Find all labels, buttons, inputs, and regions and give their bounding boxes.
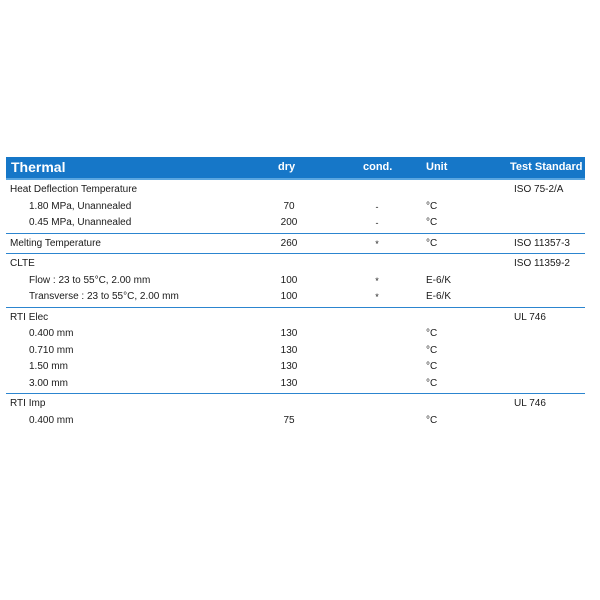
property-label: RTI Elec: [10, 311, 49, 323]
condition-label: 0.45 MPa, Unannealed: [29, 217, 132, 228]
thermal-table: [6, 157, 585, 430]
unit-value: °C: [426, 217, 438, 228]
group-rti-imp: [6, 394, 585, 430]
table-row: [6, 199, 585, 216]
dry-value: 70: [283, 200, 295, 212]
unit-value: °C: [426, 361, 438, 372]
group-clte: [6, 254, 585, 308]
condition-label: 1.80 MPa, Unannealed: [29, 200, 132, 212]
cond-value: *: [375, 238, 379, 249]
condition-label: 0.400 mm: [29, 328, 74, 339]
table-row: [6, 326, 585, 343]
property-label: Melting Temperature: [10, 237, 101, 249]
dry-value: 100: [280, 274, 298, 286]
col-header-dry: dry: [278, 161, 296, 173]
cond-value: -: [375, 218, 379, 228]
dry-value: 130: [280, 328, 298, 339]
condition-label: 3.00 mm: [29, 377, 68, 389]
table-row: [6, 215, 585, 232]
dry-value: 130: [280, 377, 298, 389]
dry-value: 130: [280, 344, 298, 356]
cond-value: *: [375, 275, 379, 286]
unit-value: °C: [426, 344, 438, 356]
dry-value: 200: [280, 217, 298, 228]
group-melting-temperature: [6, 234, 585, 255]
table-title: Thermal: [11, 159, 66, 175]
table-row: [6, 273, 585, 290]
condition-label: Transverse : 23 to 55°C, 2.00 mm: [29, 291, 179, 302]
dry-value: 130: [280, 361, 298, 372]
test-standard: ISO 11357-3: [514, 237, 570, 249]
dry-value: 75: [283, 414, 295, 426]
table-row: [6, 236, 585, 253]
table-header: [6, 157, 585, 180]
col-header-standard: Test Standard: [510, 161, 583, 173]
dry-value: 100: [280, 291, 298, 302]
cond-value: -: [375, 201, 379, 212]
condition-label: Flow : 23 to 55°C, 2.00 mm: [29, 274, 151, 286]
property-label: CLTE: [10, 258, 35, 269]
table-row: [6, 310, 585, 327]
cond-value: *: [375, 292, 379, 302]
dry-value: 260: [280, 237, 298, 249]
table-row: [6, 396, 585, 413]
condition-label: 1.50 mm: [29, 361, 68, 372]
table-row: [6, 289, 585, 306]
condition-label: 0.710 mm: [29, 344, 74, 356]
col-header-cond: cond.: [363, 161, 393, 173]
unit-value: °C: [426, 237, 438, 249]
unit-value: °C: [426, 414, 438, 426]
table-row: [6, 182, 585, 199]
table-row: [6, 359, 585, 376]
col-header-unit: Unit: [426, 161, 448, 173]
group-rti-elec: [6, 308, 585, 395]
property-label: Heat Deflection Temperature: [10, 184, 138, 195]
table-row: [6, 413, 585, 430]
unit-value: °C: [426, 377, 438, 389]
test-standard: ISO 75-2/A: [514, 184, 564, 195]
condition-label: 0.400 mm: [29, 414, 74, 426]
unit-value: E-6/K: [426, 274, 452, 286]
table-row: [6, 343, 585, 360]
group-heat-deflection: [6, 180, 585, 234]
test-standard: ISO 11359-2: [514, 258, 570, 269]
unit-value: E-6/K: [426, 291, 452, 302]
table-row: [6, 376, 585, 393]
test-standard: UL 746: [514, 311, 546, 323]
unit-value: °C: [426, 328, 438, 339]
test-standard: UL 746: [514, 398, 546, 409]
property-label: RTI Imp: [10, 398, 46, 409]
unit-value: °C: [426, 200, 438, 212]
table-row: [6, 256, 585, 273]
